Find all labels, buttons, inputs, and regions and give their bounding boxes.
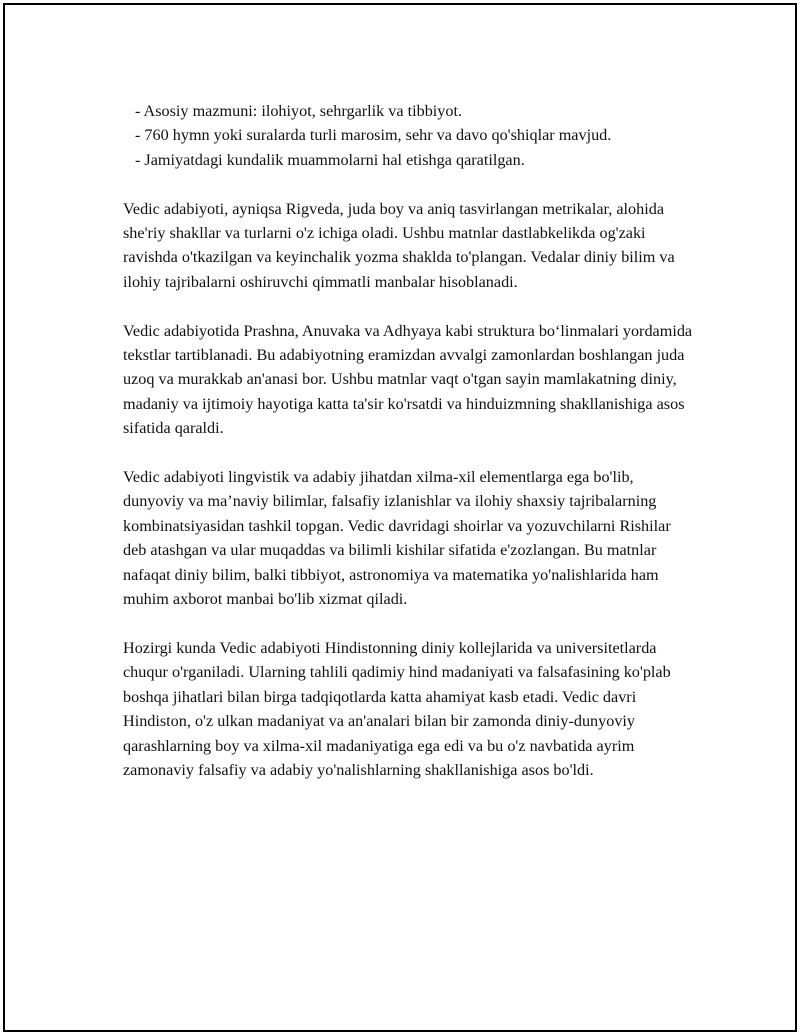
document-body xyxy=(123,99,698,782)
paragraph-linguistic: Vedic adabiyoti lingvistik va adabiy jihatdan xilma-xil elementlarga ega bo'lib, dunyoviy va ma’naviy bilimlar, falsafiy izlanishlar va ilohiy shaxsiy tajribalarning kombinatsiyasidan tashkil topgan. Vedic davridagi shoirlar va yozuvchilarni Rishilar deb atashgan va ular muqaddas va bilimli kishilar sifatida e'zozlangan. Bu matnlar nafaqat diniy bilim, balki tibbiyot, astronomiya va matematika yo'nalishlarida ham muhim axborot manbai bo'lib xizmat qiladi. xyxy=(123,468,671,609)
paragraph-rigveda: Vedic adabiyoti, ayniqsa Rigveda, juda boy va aniq tasvirlangan metrikalar, alohida she'riy shakllar va turlarni o'z ichiga oladi. Ushbu matnlar dastlabkelikda og'zaki ravishda o'tkazilgan va keyinchalik yozma shaklda to'plangan. Vedalar diniy bilim va ilohiy tajribalarni oshiruvchi qimmatli manbalar hisoblanadi. xyxy=(123,199,675,291)
paragraph-modern-study: Hozirgi kunda Vedic adabiyoti Hindistonning diniy kollejlarida va universitetlarda chuqur o'rganiladi. Ularning tahlili qadimiy hind madaniyati va falsafasining ko'plab boshqa jihatlari bilan birga tadqiqotlarda katta ahamiyat kasb etadi. Vedic davri Hindiston, o'z ulkan madaniyat va an'analari bilan bir zamonda diniy-dunyoviy qarashlarning boy va xilma-xil madaniyatiga ega edi va bu o'z navbatida ayrim zamonaviy falsafiy va adabiy yo'nalishlarning shakllanishiga asos bo'ldi. xyxy=(123,638,671,779)
paragraph-structure: Vedic adabiyotida Prashna, Anuvaka va Adhyaya kabi struktura bo‘linmalari yordamida tekstlar tartiblanadi. Bu adabiyotning eramizdan avvalgi zamonlardan boshlangan juda uzoq va murakkab an'anasi bor. Ushbu matnlar vaqt o'tgan sayin mamlakatning diniy, madaniy va ijtimoiy hayotiga katta ta'sir ko'rsatdi va hinduizmning shakllanishiga asos sifatida qaraldi. xyxy=(123,321,693,438)
bullet-item: - Jamiyatdagi kundalik muammolarni hal etishga qaratilgan. xyxy=(135,150,525,169)
page-frame xyxy=(3,3,797,1032)
bullet-item: - Asosiy mazmuni: ilohiyot, sehrgarlik va tibbiyot. xyxy=(135,102,463,120)
bullet-list xyxy=(123,99,698,172)
bullet-item: - 760 hymn yoki suralarda turli marosim, sehr va davo qo'shiqlar mavjud. xyxy=(135,126,612,145)
